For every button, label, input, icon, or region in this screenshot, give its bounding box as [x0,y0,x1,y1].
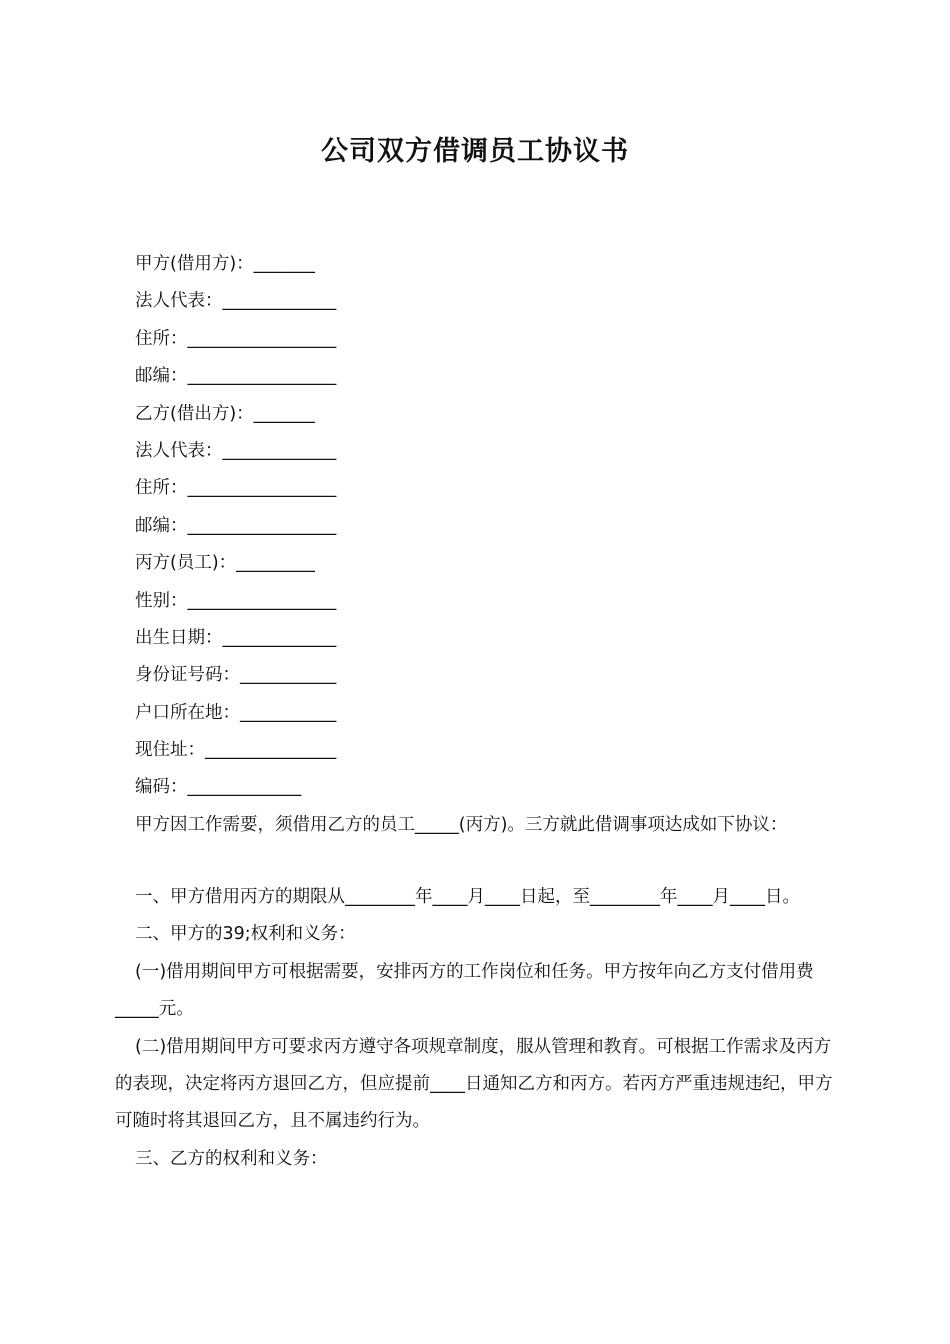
field-party-a-address: 住所：_________________ [135,328,337,349]
field-birth-date: 出生日期：_____________ [135,627,337,648]
clause-party-a-item-2: (二)借用期间甲方可要求丙方遵守各项规章制度，服从管理和教育。可根据工作需求及丙方的表现，决定将丙方退回乙方，但应提前____日通知乙方和丙方。若丙方严重违规违纪，甲方可随时将其退回乙方，且不属违约行为。 [115,1036,833,1132]
field-party-c: 丙方(员工)：_________ [135,553,315,574]
clause-party-b-heading: 三、乙方的权利和义务： [135,1148,328,1169]
intro-paragraph: 甲方因工作需要，须借用乙方的员工_____(丙方)。三方就此借调事项达成如下协议： [135,814,788,835]
field-party-a-legal-rep: 法人代表：_____________ [135,291,337,312]
field-party-a: 甲方(借用方)：_______ [135,254,315,274]
field-party-a-postcode: 邮编：_________________ [135,366,337,387]
agreement-clauses [115,879,835,1178]
field-id-number: 身份证号码：___________ [135,665,337,686]
clause-party-a-heading: 二、甲方的39;权利和义务： [135,924,356,945]
field-current-address: 现住址：_______________ [135,740,337,761]
field-gender: 性别：_________________ [135,590,337,611]
field-household-registration: 户口所在地：___________ [135,702,337,723]
document-title: 公司双方借调员工协议书 [321,136,629,167]
field-party-b-postcode: 邮编：_________________ [135,515,337,536]
field-code: 编码：_____________ [135,777,302,798]
field-party-b-legal-rep: 法人代表：_____________ [135,440,337,461]
party-info-fields [135,246,855,844]
field-party-b-address: 住所：_________________ [135,478,337,499]
clause-term: 一、甲方借用丙方的期限从________年____月____日起，至________年____月____日。 [135,887,800,907]
clause-party-a-item-1: (一)借用期间甲方可根据需要，安排丙方的工作岗位和任务。甲方按年向乙方支付借用费_____元。 [115,961,814,1020]
field-party-b: 乙方(借出方)：_______ [135,403,315,424]
